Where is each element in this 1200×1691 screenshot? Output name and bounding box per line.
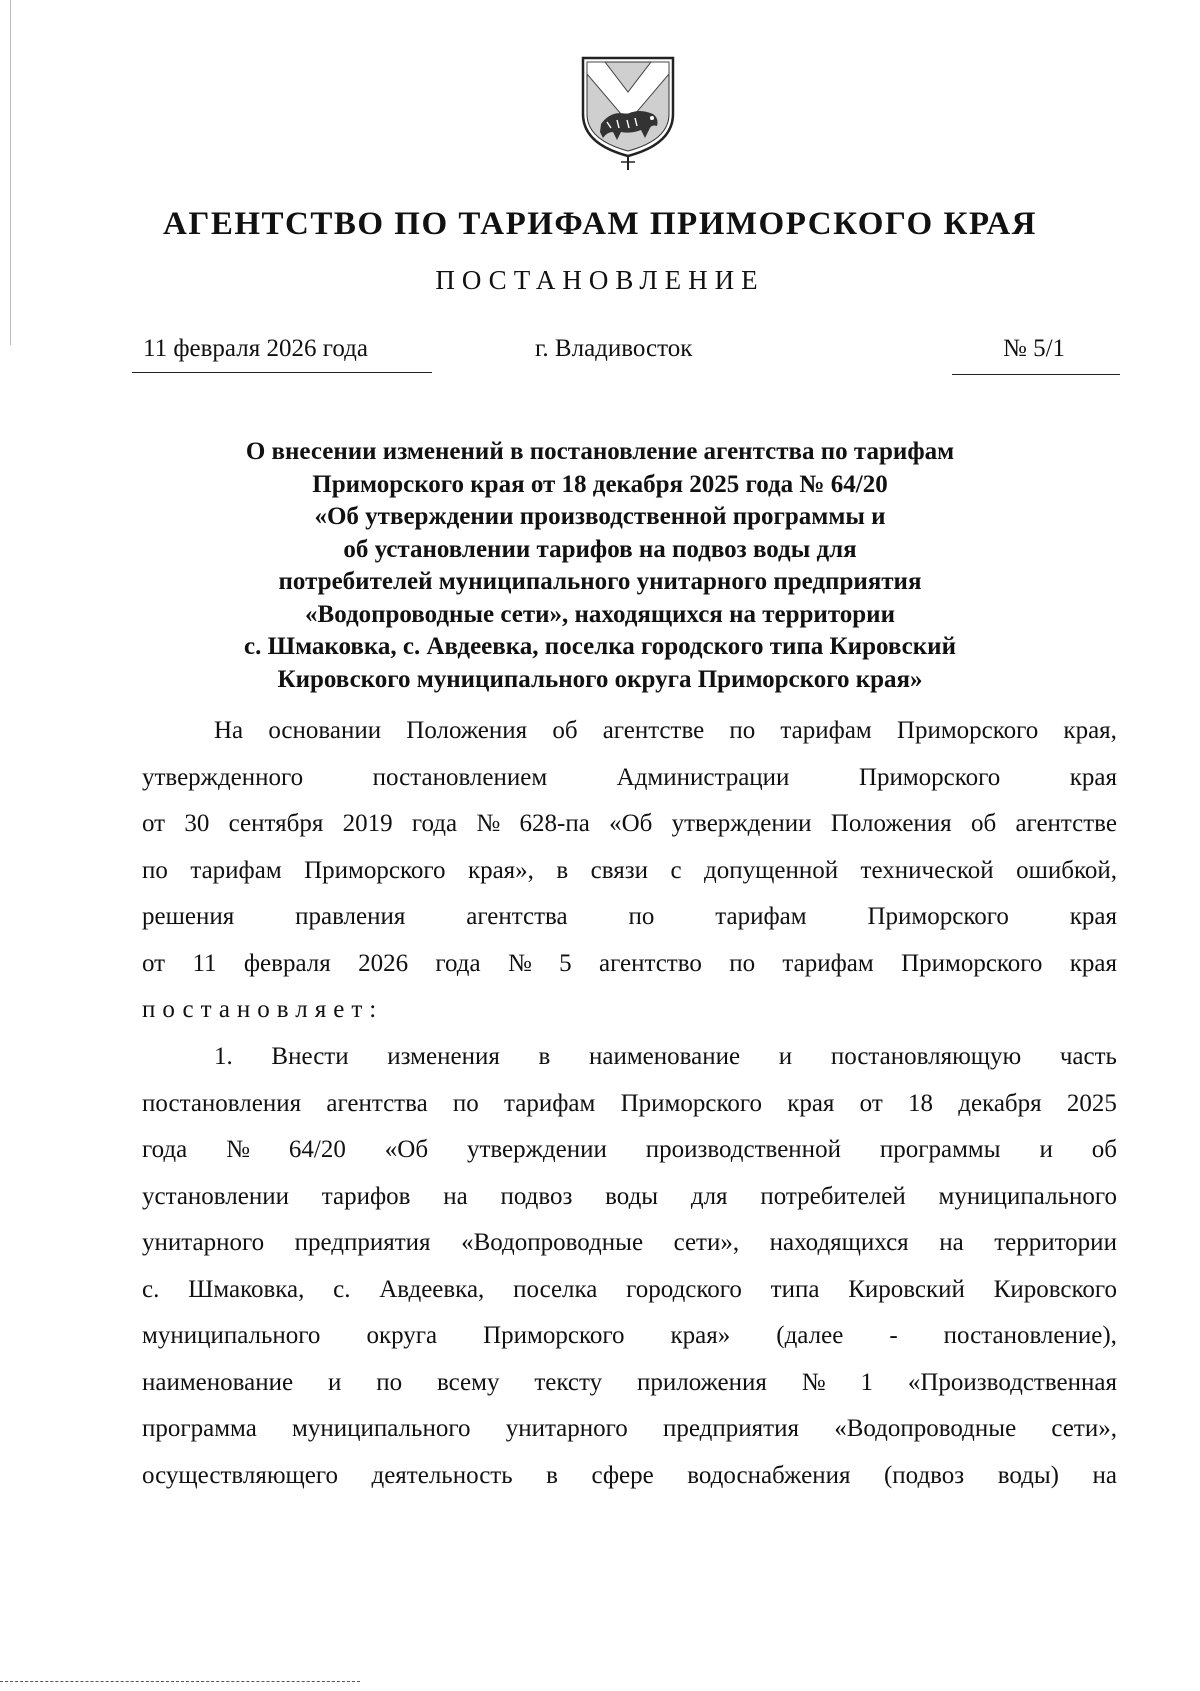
word: муниципального [292, 1415, 471, 1442]
word: края», [467, 856, 534, 884]
word: по [376, 1368, 403, 1396]
word: агентстве [1015, 810, 1117, 837]
word: Приморского [620, 1089, 762, 1117]
word: Приморского [901, 949, 1043, 977]
word: агентстве [602, 717, 705, 744]
text-line [142, 714, 1117, 748]
word: 2026 [358, 949, 409, 977]
word: постановления [142, 1089, 302, 1117]
document-type: ПОСТАНОВЛЕНИЕ [435, 265, 765, 295]
word: утверждении [466, 1136, 607, 1163]
text-line [142, 1273, 1117, 1307]
word: предприятия [294, 1229, 431, 1256]
word: Приморского [304, 856, 446, 884]
word: установлении [142, 1182, 289, 1210]
word: 30 [184, 810, 210, 837]
word: от [142, 810, 166, 837]
text-line [142, 807, 1117, 841]
title-line: «Об утверждении производственной программы и [314, 503, 886, 530]
word: декабря [958, 1089, 1042, 1117]
word: на [939, 1229, 964, 1256]
word: Положения [830, 810, 952, 837]
word: «Производственная [907, 1368, 1117, 1396]
word: по [142, 856, 168, 884]
word: на [443, 1182, 468, 1210]
text-line [142, 854, 1117, 888]
word: решения [142, 903, 235, 930]
title-line: Приморского края от 18 декабря 2025 года № 64/20 [312, 470, 888, 498]
text-line [142, 947, 1117, 981]
word: воды) [997, 1461, 1059, 1489]
word: в [546, 1461, 558, 1489]
word: края [787, 1089, 835, 1117]
word: края [1069, 763, 1117, 791]
word: округа [366, 1322, 438, 1349]
word: об [1091, 1136, 1117, 1163]
word: края, [1063, 717, 1117, 744]
word: и [1039, 1136, 1053, 1163]
word: наименование [589, 1043, 741, 1070]
word: «Водопроводные [834, 1415, 1017, 1442]
word: находящихся [769, 1229, 909, 1256]
word: территории [994, 1229, 1117, 1256]
title-line: об установлении тарифов на подвоз воды для [343, 535, 857, 563]
word: связи [590, 856, 648, 884]
word: унитарного [505, 1415, 628, 1442]
word: допущенной [704, 856, 839, 884]
document-date: 11 февраля 2026 года [143, 335, 368, 362]
word: № [507, 949, 532, 977]
word: сфере [591, 1461, 654, 1489]
word: агентства [466, 903, 568, 930]
word: Шмаковка, [188, 1275, 305, 1303]
text-line [142, 1459, 1117, 1493]
word: тарифов [321, 1182, 411, 1210]
word: в [538, 1043, 551, 1070]
word: 5 [559, 949, 572, 977]
word: 628-па [519, 810, 590, 837]
word: постановляющую [830, 1043, 1022, 1070]
word: городского [626, 1275, 742, 1303]
word: Положения [406, 717, 528, 744]
word: сети», [673, 1229, 740, 1256]
word: и [778, 1043, 793, 1070]
word: Приморского [896, 717, 1039, 744]
coat-of-arms-emblem [573, 52, 683, 172]
word: края [1069, 903, 1117, 930]
word: приложения [636, 1368, 767, 1396]
document-number: № 5/1 [1003, 335, 1066, 362]
word: № [476, 810, 501, 837]
word: 1 [860, 1368, 873, 1396]
word: всему [436, 1368, 500, 1396]
word: 11 [192, 949, 217, 977]
text-line [142, 1226, 1117, 1260]
word: правления [295, 903, 406, 930]
word: по [729, 717, 756, 744]
word: поселка [513, 1275, 598, 1303]
word: агентства [326, 1089, 428, 1117]
word: потребителей [760, 1182, 906, 1210]
word: Приморского [867, 903, 1009, 930]
word: унитарного [142, 1229, 265, 1256]
word: программа [142, 1415, 257, 1442]
word: Кировского [993, 1275, 1117, 1303]
word: типа [770, 1275, 820, 1303]
document-city: г. Владивосток [535, 335, 693, 362]
word: об [552, 717, 578, 744]
word: Приморского [483, 1322, 625, 1349]
word: тексту [534, 1368, 603, 1396]
word: подвоз [500, 1182, 573, 1210]
word: деятельность [371, 1461, 513, 1489]
word: «Об [609, 810, 653, 837]
word: по [628, 903, 655, 930]
word: тарифам [782, 949, 874, 977]
word: 1. [214, 1043, 233, 1070]
word: осуществляющего [142, 1461, 338, 1489]
text-line [142, 1412, 1117, 1446]
word: тарифам [780, 717, 872, 744]
word: «Об [384, 1136, 429, 1163]
date-underline [132, 372, 432, 373]
word: 2025 [1066, 1089, 1117, 1117]
word: для [690, 1182, 728, 1210]
word: основании [268, 717, 382, 744]
word: постановление), [943, 1322, 1117, 1349]
word: изменения [387, 1043, 500, 1070]
word: муниципального [938, 1182, 1117, 1210]
word: 2019 [342, 810, 393, 837]
word: Внести [271, 1043, 349, 1070]
title-line: с. Шмаковка, с. Авдеевка, поселка городского типа Кировский [244, 633, 956, 660]
word: в [556, 856, 569, 884]
word: с. [333, 1275, 351, 1303]
word: ошибкой, [1016, 856, 1117, 884]
word: от [859, 1089, 883, 1117]
word: сети», [1051, 1415, 1117, 1442]
word: программы [879, 1136, 1001, 1163]
text-line [142, 1133, 1117, 1167]
word: года [411, 810, 458, 837]
word: постановлением [372, 763, 548, 791]
word: с [670, 856, 682, 884]
word: «Водопроводные [461, 1229, 644, 1256]
word: производственной [645, 1136, 841, 1163]
word: утвержденного [142, 763, 304, 791]
document-title [0, 436, 1200, 696]
text-line: постановляет: [142, 996, 384, 1023]
word: года [142, 1136, 188, 1163]
word: муниципального [142, 1322, 321, 1349]
word: февраля [243, 949, 331, 977]
word: № [801, 1368, 826, 1396]
word: Администрации [616, 763, 790, 791]
word: (подвоз [883, 1461, 965, 1489]
word: № [226, 1136, 250, 1163]
text-line [142, 761, 1117, 795]
word: об [970, 810, 997, 837]
word: воды [605, 1182, 659, 1210]
word: на [1092, 1461, 1117, 1489]
word: сентября [228, 810, 324, 837]
word: года [435, 949, 481, 977]
word: Кировский [848, 1275, 965, 1303]
word: наименование [142, 1368, 294, 1396]
agency-name: АГЕНТСТВО ПО ТАРИФАМ ПРИМОРСКОГО КРАЯ [163, 206, 1037, 242]
word: Приморского [858, 763, 1001, 791]
word: технической [860, 856, 994, 884]
word: предприятия [663, 1415, 799, 1442]
title-line: Кировского муниципального округа Приморского края» [277, 665, 923, 693]
page-bottom-rule [0, 1681, 360, 1682]
word: края [1069, 949, 1117, 977]
text-line [142, 900, 1117, 934]
text-line [142, 1040, 1117, 1074]
word: (далее [776, 1322, 844, 1349]
word: - [889, 1322, 898, 1349]
word: водоснабжения [687, 1461, 851, 1489]
word: от [142, 949, 166, 977]
word: с. [142, 1275, 160, 1303]
word: по [729, 949, 756, 977]
word: 64/20 [288, 1136, 346, 1163]
text-line [142, 1180, 1117, 1214]
text-line [142, 1087, 1117, 1121]
title-line: «Водопроводные сети», находящихся на территории [305, 600, 895, 628]
word: и [327, 1368, 342, 1396]
word: тарифам [190, 856, 282, 884]
word: Авдеевка, [379, 1275, 485, 1303]
word: агентство [598, 949, 702, 977]
word: тарифам [715, 903, 807, 930]
word: часть [1059, 1043, 1117, 1070]
word: утверждении [671, 810, 812, 837]
text-line [142, 1319, 1117, 1353]
word: по [452, 1089, 479, 1117]
word: На [214, 717, 244, 744]
word: 18 [908, 1089, 934, 1117]
text-line [142, 1366, 1117, 1400]
title-line: потребителей муниципального унитарного предприятия [278, 568, 922, 595]
word: края» [670, 1322, 731, 1349]
title-line: О внесении изменений в постановление агентства по тарифам [245, 438, 955, 465]
number-underline [952, 374, 1120, 375]
word: тарифам [504, 1089, 596, 1117]
